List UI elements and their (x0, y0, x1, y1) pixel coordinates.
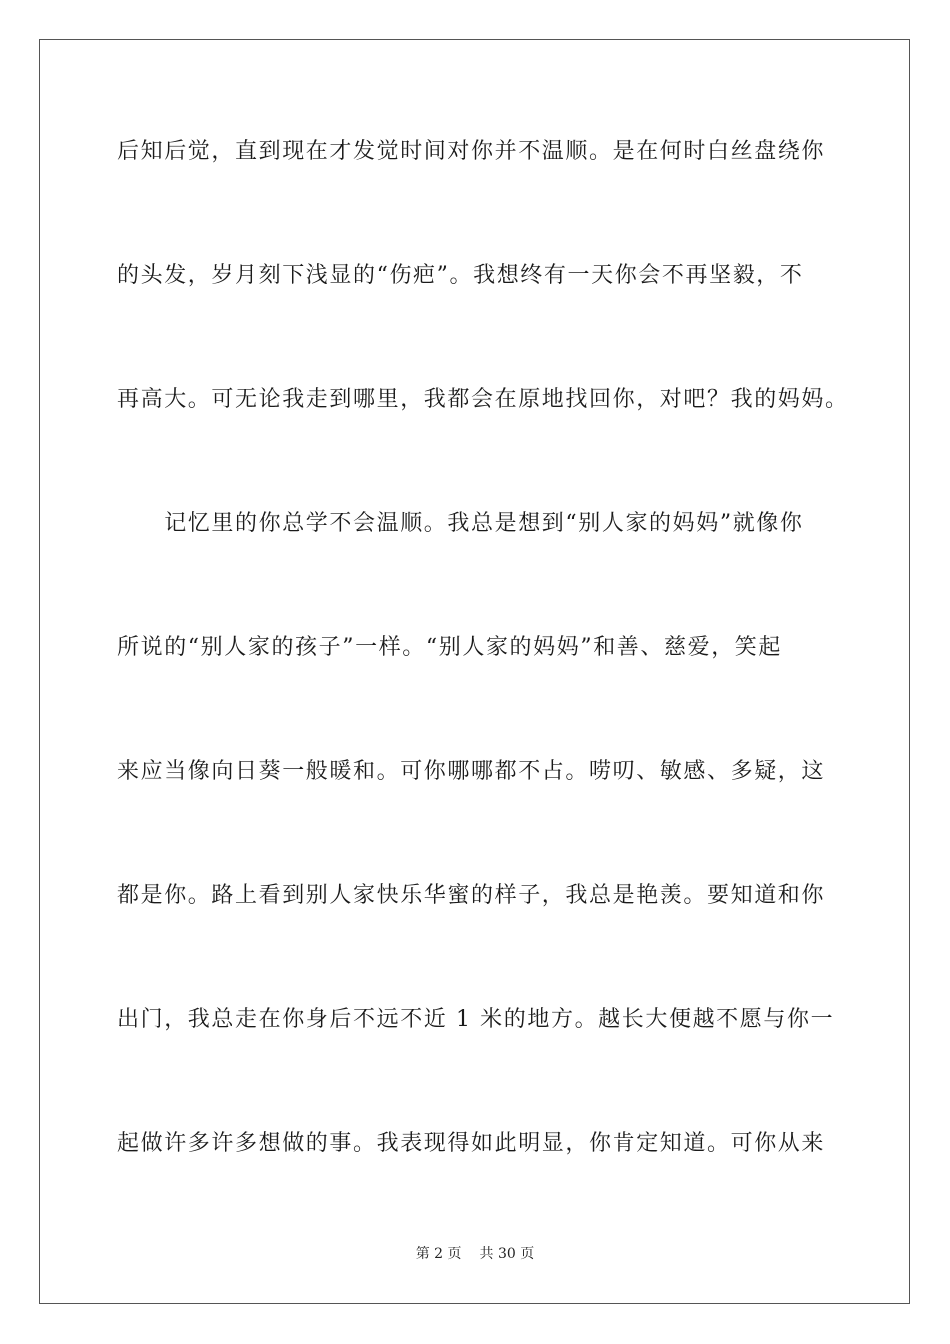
page-footer (0, 1244, 950, 1264)
text-line-7: 都是你。路上看到别人家快乐华蜜的样子，我总是艳羡。要知道和你 (117, 883, 826, 908)
text-line-9: 起做许多许多想做的事。我表现得如此明显，你肯定知道。可你从来 (117, 1131, 826, 1156)
text-line-4: 记忆里的你总学不会温顺。我总是想到“别人家的妈妈”就像你 (117, 511, 804, 536)
text-line-6: 来应当像向日葵一般暖和。可你哪哪都不占。唠叨、敏感、多疑，这 (117, 759, 826, 784)
text-line-1: 后知后觉，直到现在才发觉时间对你并不温顺。是在何时白丝盘绕你 (117, 139, 826, 164)
text-line-3: 再高大。可无论我走到哪里，我都会在原地找回你，对吧？我的妈妈。 (117, 387, 849, 412)
page-total: 共 30 页 (479, 1246, 535, 1262)
text-line-2: 的头发，岁月刻下浅显的“伤疤”。我想终有一天你会不再坚毅，不 (117, 263, 804, 288)
page-number: 第 2 页 (415, 1246, 462, 1262)
text-line-5: 所说的“别人家的孩子”一样。“别人家的妈妈”和善、慈爱，笑起 (117, 635, 782, 660)
page-frame (39, 39, 910, 1304)
text-line-8: 出门，我总走在你身后不远不近 1 米的地方。越长大便越不愿与你一 (117, 1007, 835, 1032)
